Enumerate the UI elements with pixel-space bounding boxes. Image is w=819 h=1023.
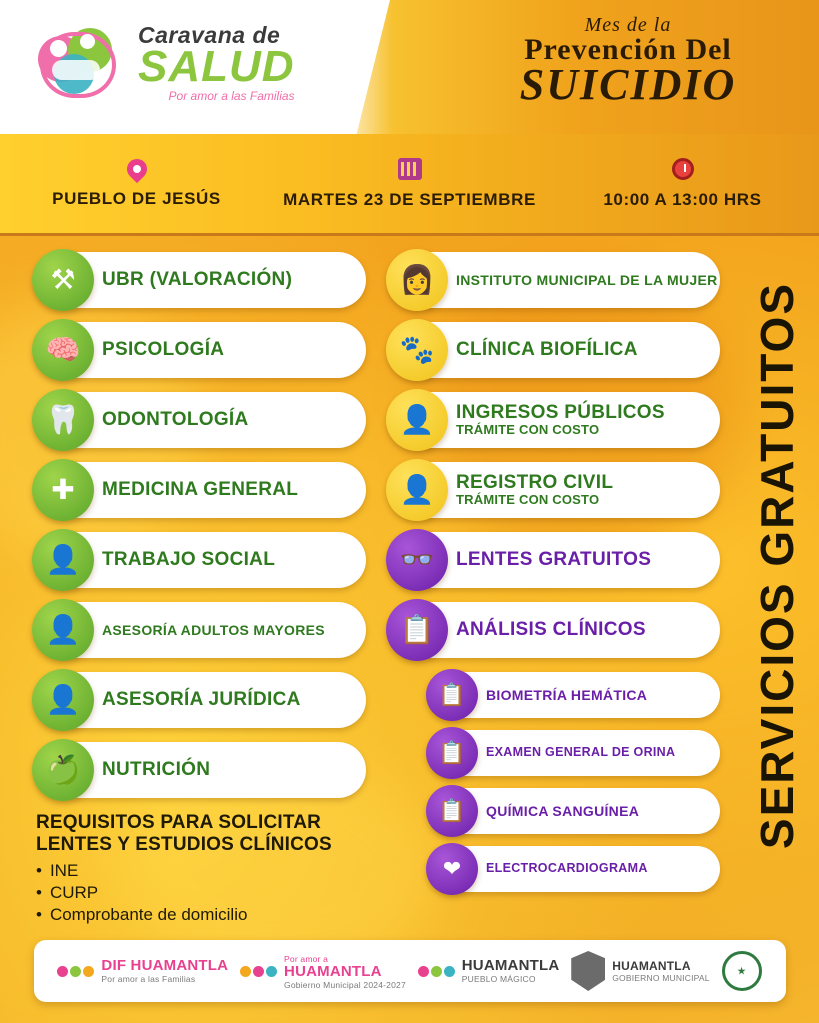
service-label: REGISTRO CIVIL (456, 471, 614, 493)
service-item (36, 672, 366, 728)
campaign-line-1: Mes de la (584, 14, 672, 36)
footer-logo-title: DIF HUAMANTLA (101, 957, 229, 975)
caravana-salud-logo (34, 20, 295, 106)
logo-tagline: Por amor a las Familias (168, 89, 295, 103)
vertical-banner (741, 236, 813, 896)
service-label: ODONTOLOGÍA (102, 409, 249, 431)
services-section (0, 236, 819, 924)
footer-logo-title: HUAMANTLA (461, 957, 560, 975)
desk-person-icon: 👤 (32, 529, 94, 591)
huamantla-family-icon (240, 966, 277, 977)
service-label: INGRESOS PÚBLICOS (456, 401, 665, 423)
service-label-group (456, 403, 665, 438)
green-seal-icon: ★ (722, 951, 762, 991)
service-item (390, 462, 720, 518)
service-item (36, 392, 366, 448)
requirements-block (36, 812, 366, 926)
vertical-banner-text: SERVICIOS GRATUITOS (751, 282, 803, 850)
medical-cross-icon: ✚ (32, 459, 94, 521)
pueblo-magico-icon (418, 966, 455, 977)
service-item (430, 846, 720, 892)
requirement-item: • INE (36, 860, 366, 882)
tooth-icon: 🦷 (32, 389, 94, 451)
dif-logo-icon (57, 966, 94, 977)
services-column-left (36, 252, 366, 926)
service-label: NUTRICIÓN (102, 759, 211, 781)
heartbeat-icon: ❤ (426, 843, 478, 895)
clipboard-lab-icon: 📋 (386, 599, 448, 661)
service-label: ELECTROCARDIOGRAMA (486, 861, 648, 876)
clock-icon (546, 158, 819, 185)
service-sublabel: TRÁMITE CON COSTO (456, 422, 600, 438)
logo-line-2: SALUD (138, 42, 295, 91)
desk-person-icon: 👤 (386, 459, 448, 521)
rehabilitation-icon: ⚒ (32, 249, 94, 311)
campaign-title (463, 14, 793, 110)
event-date-text: MARTES 23 DE SEPTIEMBRE (283, 190, 536, 210)
footer-logo-title: HUAMANTLA (612, 958, 691, 973)
event-date (273, 158, 546, 209)
service-label: LENTES GRATUITOS (456, 549, 652, 571)
footer-logo-sub: Por amor a las Familias (101, 974, 196, 985)
footer-logo-seal (722, 951, 762, 991)
calendar-icon (273, 158, 546, 185)
clipboard-lab-icon: 📋 (426, 669, 478, 721)
requirement-item: • CURP (36, 882, 366, 904)
event-place-text: PUEBLO DE JESÚS (52, 189, 221, 209)
footer-logo-huamantla-gob (240, 953, 406, 989)
requirements-title: REQUISITOS PARA SOLICITAR LENTES Y ESTUDIOS CLÍNICOS (36, 812, 332, 855)
service-label: ANÁLISIS CLÍNICOS (456, 619, 646, 641)
requirements-list (36, 860, 366, 926)
event-info-bar (0, 134, 819, 236)
service-item (390, 322, 720, 378)
footer-logo-bar (34, 940, 786, 1002)
service-sublabel: TRÁMITE CON COSTO (456, 492, 600, 508)
woman-profile-icon: 👩 (386, 249, 448, 311)
clipboard-lab-icon: 📋 (426, 785, 478, 837)
service-item (430, 730, 720, 776)
apple-icon: 🍏 (32, 739, 94, 801)
service-item (36, 602, 366, 658)
paw-icon: 🐾 (386, 319, 448, 381)
service-label: PSICOLOGÍA (102, 339, 225, 361)
desk-person-icon: 👤 (32, 669, 94, 731)
service-label: EXAMEN GENERAL DE ORINA (486, 745, 676, 760)
footer-logo-dif (57, 958, 228, 984)
service-item (430, 672, 720, 718)
service-label: TRABAJO SOCIAL (102, 549, 276, 571)
campaign-line-2: Prevención Del (524, 33, 732, 66)
service-item (390, 602, 720, 658)
requirement-item: • Comprobante de domicilio (36, 904, 366, 926)
service-item (36, 252, 366, 308)
desk-person-icon: 👤 (32, 599, 94, 661)
service-label: QUÍMICA SANGUÍNEA (486, 802, 640, 819)
campaign-line-3: SUICIDIO (519, 60, 737, 109)
poster-header (0, 0, 819, 134)
service-item (390, 252, 720, 308)
service-item (390, 532, 720, 588)
location-pin-icon (0, 159, 273, 184)
glasses-icon: 👓 (386, 529, 448, 591)
event-time (546, 158, 819, 209)
footer-logo-sub: GOBIERNO MUNICIPAL (612, 972, 710, 983)
footer-logo-pre: Por amor a (284, 954, 329, 964)
coat-of-arms-icon (571, 951, 605, 991)
event-place (0, 159, 273, 208)
footer-logo-pueblo-magico (418, 958, 560, 984)
service-label-group (456, 473, 613, 508)
brain-icon: 🧠 (32, 319, 94, 381)
service-label: ASESORÍA JURÍDICA (102, 689, 301, 711)
service-item (36, 532, 366, 588)
services-column-right (390, 252, 720, 904)
service-label: MEDICINA GENERAL (102, 479, 299, 501)
footer-logo-municipal (571, 951, 709, 991)
service-label: UBR (VALORACIÓN) (102, 269, 293, 291)
footer-logo-sub: Gobierno Municipal 2024-2027 (284, 979, 406, 990)
poster-footer (0, 919, 819, 1023)
desk-person-icon: 👤 (386, 389, 448, 451)
clipboard-lab-icon: 📋 (426, 727, 478, 779)
service-label: INSTITUTO MUNICIPAL DE LA MUJER (456, 271, 718, 288)
service-label: CLÍNICA BIOFÍLICA (456, 339, 638, 361)
service-item (36, 322, 366, 378)
service-label: ASESORÍA ADULTOS MAYORES (102, 621, 325, 638)
footer-logo-title: HUAMANTLA (284, 962, 382, 980)
service-label: BIOMETRÍA HEMÁTICA (486, 686, 648, 703)
caravana-logo-icon (34, 20, 128, 106)
event-time-text: 10:00 A 13:00 HRS (603, 190, 762, 210)
service-item (430, 788, 720, 834)
service-item (36, 742, 366, 798)
service-item (36, 462, 366, 518)
footer-logo-sub: PUEBLO MÁGICO (461, 974, 536, 985)
service-item (390, 392, 720, 448)
logo-line-1: Caravana de (138, 22, 281, 48)
